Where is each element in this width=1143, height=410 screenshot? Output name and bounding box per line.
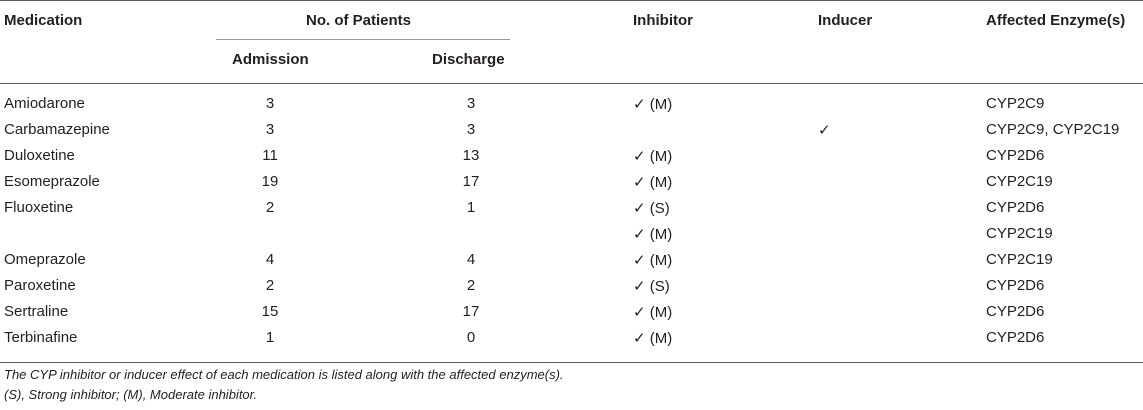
cell-inhibitor: ✓ (S): [633, 200, 670, 217]
cell-medication: Fluoxetine: [4, 199, 74, 216]
header-patients: No. of Patients: [306, 12, 412, 29]
cell-medication: Sertraline: [4, 303, 69, 320]
cell-inhibitor: ✓ (M): [633, 304, 673, 321]
cell-discharge-text: 2: [466, 277, 476, 294]
cell-affected-enzyme: CYP2C19: [986, 173, 1053, 190]
table-top-rule: [0, 0, 1143, 1]
cell-inhibitor: ✓ (M): [633, 96, 673, 113]
cell-medication: Terbinafine: [4, 329, 78, 346]
cell-discharge-text: 3: [466, 95, 476, 112]
cell-affected-enzyme: CYP2D6: [986, 147, 1045, 164]
cell-medication: Paroxetine: [4, 277, 76, 294]
cell-affected-enzyme: CYP2C19: [986, 225, 1053, 242]
header-affected-enzymes: Affected Enzyme(s): [986, 12, 1126, 29]
cell-inhibitor: ✓ (M): [633, 174, 673, 191]
table-footnote-abbreviations: (S), Strong inhibitor; (M), Moderate inhibitor.: [4, 387, 258, 402]
cell-medication: Carbamazepine: [4, 121, 110, 138]
header-discharge: Discharge: [432, 51, 505, 68]
cell-admission-text: 2: [265, 199, 275, 216]
cell-medication: Omeprazole: [4, 251, 86, 268]
table-footnote: The CYP inhibitor or inducer effect of each medication is listed along with the affected enzyme(s).: [4, 367, 564, 382]
cell-admission-text: 3: [265, 95, 275, 112]
cell-affected-enzyme: CYP2C9: [986, 95, 1045, 112]
header-inhibitor: Inhibitor: [633, 12, 693, 29]
cell-inhibitor: ✓ (M): [633, 330, 673, 347]
cell-medication: Amiodarone: [4, 95, 85, 112]
header-bottom-rule: [0, 83, 1143, 84]
cell-discharge-text: 13: [462, 147, 480, 164]
cell-affected-enzyme: CYP2C9, CYP2C19: [986, 121, 1120, 138]
header-admission: Admission: [232, 51, 309, 68]
cell-medication: Duloxetine: [4, 147, 75, 164]
cell-affected-enzyme: CYP2D6: [986, 277, 1045, 294]
cell-admission-text: 15: [261, 303, 279, 320]
cell-admission-text: 3: [265, 121, 275, 138]
cell-admission-text: 11: [262, 147, 278, 164]
cell-admission-text: 2: [265, 277, 275, 294]
cell-inhibitor: ✓ (M): [633, 148, 673, 165]
header-medication: Medication: [4, 12, 83, 29]
patients-subheader-rule: [216, 39, 510, 40]
cell-discharge-text: 17: [462, 303, 480, 320]
cell-discharge-text: 17: [462, 173, 480, 190]
cell-inducer: ✓: [818, 122, 831, 139]
cell-medication: Esomeprazole: [4, 173, 100, 190]
cell-admission-text: 4: [265, 251, 275, 268]
cell-discharge-text: 1: [466, 199, 476, 216]
cell-discharge-text: 4: [466, 251, 476, 268]
cell-affected-enzyme: CYP2C19: [986, 251, 1053, 268]
cell-affected-enzyme: CYP2D6: [986, 303, 1045, 320]
cell-inhibitor: ✓ (M): [633, 226, 673, 243]
cell-inhibitor: ✓ (S): [633, 278, 670, 295]
table-bottom-rule: [0, 362, 1143, 363]
cell-admission-text: 19: [261, 173, 279, 190]
cell-admission-text: 1: [265, 329, 275, 346]
cell-affected-enzyme: CYP2D6: [986, 199, 1045, 216]
cell-discharge-text: 3: [466, 121, 476, 138]
header-inducer: Inducer: [818, 12, 873, 29]
cell-affected-enzyme: CYP2D6: [986, 329, 1045, 346]
cell-inhibitor: ✓ (M): [633, 252, 673, 269]
cell-discharge-text: 0: [466, 329, 476, 346]
